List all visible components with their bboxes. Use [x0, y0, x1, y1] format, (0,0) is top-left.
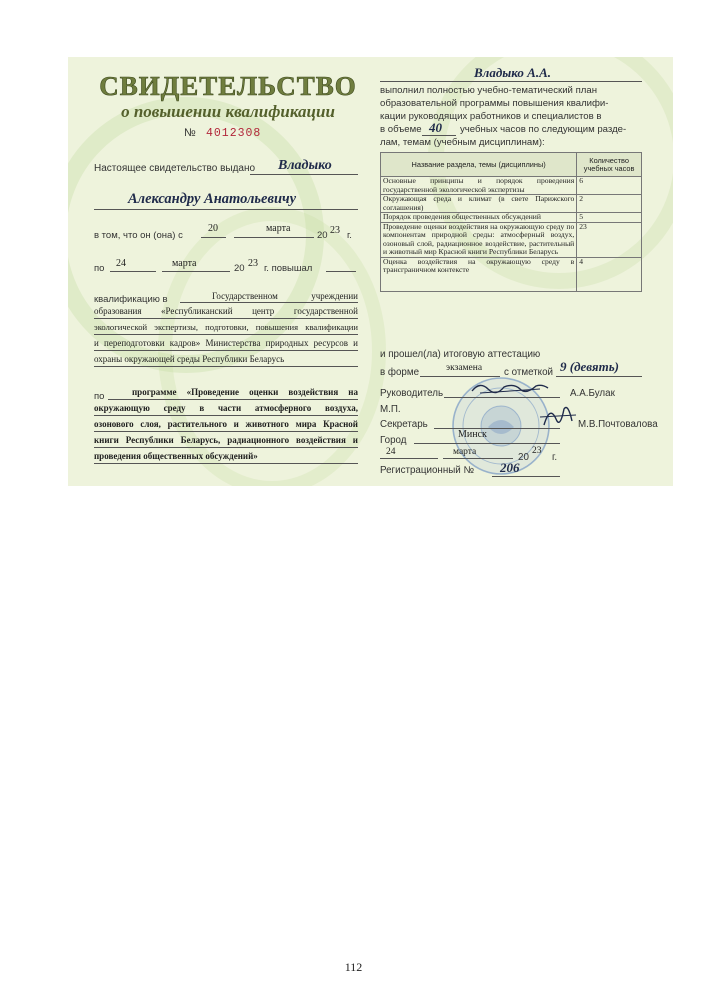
from-day-line — [201, 237, 226, 238]
table-row — [381, 195, 642, 213]
registration-number: 206 — [500, 460, 520, 475]
topics-header-hours: Количество учебных часов — [577, 153, 642, 177]
program-line-1-rule — [108, 399, 358, 400]
date-month: марта — [453, 447, 477, 457]
institution-line-3: экологической экспертизы, подготовки, повышения квалификации — [94, 322, 358, 332]
completed-by-line — [380, 81, 642, 82]
program-line-4-rule — [94, 447, 358, 448]
page-number: 112 — [344, 960, 363, 974]
institution-line-1-rule — [180, 302, 358, 303]
program-line-4: книги Республики Беларусь, радиационного воздействия и — [94, 435, 358, 445]
program-line-5-rule — [94, 463, 358, 464]
registration-line — [492, 476, 560, 477]
to-prefix: по — [94, 263, 105, 274]
institution-line-2: образования «Республиканский центр государственной — [94, 306, 358, 316]
to-month-line — [162, 271, 230, 272]
topic-cell: Окружающая среда и климат (в свете Парижского соглашения) — [381, 195, 577, 213]
plan-line-3: кации руководящих работников и специалистов в — [380, 111, 602, 122]
date-year-prefix: 20 — [518, 452, 529, 463]
registration-label: Регистрационный № — [380, 465, 474, 476]
given-names: Александру Анатольевичу — [128, 191, 297, 207]
number-prefix: № — [184, 127, 196, 139]
head-line — [444, 397, 560, 398]
mark-label: с отметкой — [504, 367, 554, 378]
institution-line-5: охраны окружающей среды Республики Беларусь — [94, 354, 285, 364]
program-line-2-rule — [94, 415, 358, 416]
hours-cell: 2 — [577, 195, 642, 213]
to-day: 24 — [116, 258, 126, 269]
from-year-suffix: г. — [347, 230, 352, 241]
mark-line — [556, 376, 642, 377]
hours-cell: 23 — [577, 222, 642, 257]
hours-cell: 4 — [577, 257, 642, 291]
topics-header-name: Название раздела, темы (дисциплины) — [381, 153, 577, 177]
head-signature — [470, 377, 550, 397]
date-month-line — [443, 458, 513, 459]
date-suffix: г. — [552, 452, 558, 463]
hours-cell: 5 — [577, 213, 642, 223]
to-year-prefix: 20 — [234, 263, 245, 274]
topics-table — [380, 152, 642, 292]
secretary-label: Секретарь — [380, 419, 428, 430]
program-label: по — [94, 391, 105, 402]
form-value: экзамена — [446, 363, 483, 373]
program-line-2: окружающую среду в части атмосферного воздуха, — [94, 403, 358, 413]
plan-line-4b: учебных часов по следующим разде- — [460, 124, 627, 135]
program-line-3: озонового слоя, растительного и животного мира Красной — [94, 419, 358, 429]
topic-cell: Оценка воздействия на окружающую среду в трансграничном контексте — [381, 257, 577, 291]
issued-to-label: Настоящее свидетельство выдано — [94, 163, 256, 174]
secretary-line — [434, 428, 560, 429]
table-row — [381, 257, 642, 291]
city-line — [414, 443, 560, 444]
to-year: 23 — [248, 258, 258, 269]
hours-total-line — [422, 135, 456, 136]
hours-cell: 6 — [577, 177, 642, 195]
from-prefix: в том, что он (она) с — [94, 230, 183, 241]
plan-line-5: лам, темам (учебным дисциплинам): — [380, 137, 545, 148]
institution-line-4: и переподготовки кадров» Министерства природных ресурсов и — [94, 338, 358, 348]
institution-line-3-rule — [94, 334, 358, 335]
surname: Владыко — [278, 158, 332, 173]
given-names-line — [94, 209, 358, 210]
completed-by-name: Владыко А.А. — [474, 65, 551, 80]
program-line-5: проведения общественных обсуждений» — [94, 451, 258, 461]
certificate-title: СВИДЕТЕЛЬСТВО — [99, 71, 357, 101]
head-label: Руководитель — [380, 388, 444, 399]
date-year: 23 — [532, 446, 542, 456]
plan-line-1: выполнил полностью учебно-тематический план — [380, 85, 598, 96]
certificate-scan — [68, 57, 673, 486]
institution-line-2-rule — [94, 318, 358, 319]
mp-label: М.П. — [380, 404, 401, 415]
institution-line-1: Государственном учреждении — [212, 291, 358, 301]
to-day-line — [110, 271, 156, 272]
topic-cell: Основные принципы и порядок проведения государственной экологической экспертизы — [381, 177, 577, 195]
from-day: 20 — [208, 223, 218, 234]
city-value: Минск — [458, 429, 487, 440]
institution-line-4-rule — [94, 350, 358, 351]
qualification-label: квалификацию в — [94, 294, 168, 305]
certificate-number: 4012308 — [206, 127, 262, 140]
certificate-subtitle: о повышении квалификации — [121, 102, 335, 121]
to-month: марта — [172, 258, 197, 269]
form-label: в форме — [380, 367, 420, 378]
table-row — [381, 213, 642, 223]
date-day: 24 — [386, 447, 396, 457]
head-name: А.А.Булак — [570, 388, 615, 399]
secretary-name: М.В.Почтовалова — [578, 419, 658, 430]
topic-cell: Проведение оценки воздействия на окружающую среду по компонентам природной среды: атмосферный воздух, озоновый слой, радиационное воздействие, растительный и животный мир Красной книги Республики Беларусь — [381, 222, 577, 257]
secretary-signature — [538, 401, 578, 431]
table-row — [381, 177, 642, 195]
plan-line-4a: в объеме — [380, 124, 422, 135]
from-year: 23 — [330, 225, 340, 236]
attestation-label: и прошел(ла) итоговую аттестацию — [380, 349, 541, 360]
program-line-3-rule — [94, 431, 358, 432]
to-tail-line — [326, 271, 356, 272]
city-label: Город — [380, 435, 407, 446]
to-suffix: г. повышал — [264, 263, 313, 274]
from-month: марта — [266, 223, 291, 234]
institution-line-5-rule — [94, 366, 358, 367]
topic-cell: Порядок проведения общественных обсуждений — [381, 213, 577, 223]
hours-total: 40 — [429, 120, 442, 135]
mark-value: 9 (девять) — [560, 359, 620, 374]
date-day-line — [380, 458, 438, 459]
from-year-prefix: 20 — [317, 230, 328, 241]
surname-line — [250, 174, 358, 175]
table-row — [381, 222, 642, 257]
plan-line-2: образовательной программы повышения квалифи- — [380, 98, 609, 109]
from-month-line — [234, 237, 314, 238]
program-line-1: программе «Проведение оценки воздействия на — [132, 387, 358, 397]
